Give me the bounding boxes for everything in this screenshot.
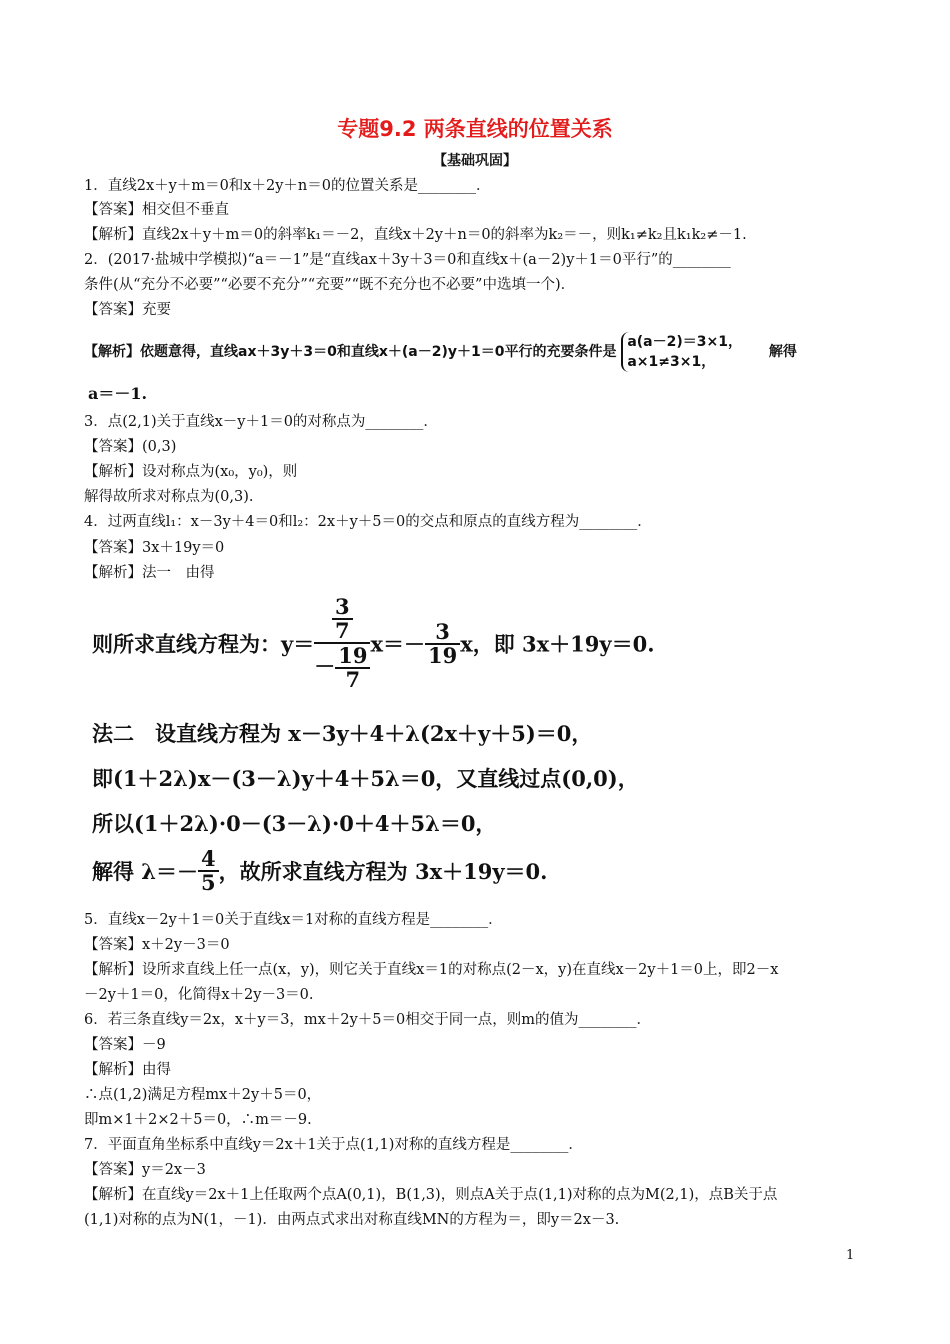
q4-question: 4．过两直线l₁：x－3y＋4＝0和l₂：2x＋y＋5＝0的交点和原点的直线方程为________． <box>84 514 652 530</box>
q7-question: 7．平面直角坐标系中直线y＝2x＋1关于点(1,1)对称的直线方程是________． <box>84 1137 583 1153</box>
q6-analysis: 【解析】由得 <box>84 1062 171 1078</box>
q5-question: 5．直线x－2y＋1＝0关于直线x＝1对称的直线方程是________． <box>84 912 503 928</box>
q7-analysis: 【解析】在直线y＝2x＋1上任取两个点A(0,1)，B(1,3)，则点A关于点(1,1)对称的点为M(2,1)，点B关于点 <box>84 1187 778 1203</box>
q7-answer: 【答案】y＝2x－3 <box>84 1162 206 1178</box>
q4-method1-equation <box>92 596 655 691</box>
q4-method2-line-4: 解得 λ＝－ $\frac{4}{5}$ ，故所求直线方程为 3x＋19y＝0. <box>92 846 548 896</box>
q2-question: 2．(2017·盐城中学模拟)“a＝－1”是“直线ax＋3y＋3＝0和直线x＋(a－2)y＋1＝0平行”的________ <box>84 252 731 268</box>
q4-answer: 【答案】3x＋19y＝0 <box>84 540 225 556</box>
q2-question-cont: 条件(从“充分不必要”“必要不充分”“充要”“既不充分也不必要”中选填一个)． <box>84 277 576 293</box>
q4-method2-line-2: 即(1＋2λ)x－(3－λ)y＋4＋5λ＝0，又直线过点(0,0)， <box>92 766 639 791</box>
q4-m1-prefix: 则所求直线方程为：y＝ <box>92 631 315 657</box>
q4-m1-fraction-2: $\frac{3}{19}$ <box>425 621 460 667</box>
q5-analysis-cont: －2y＋1＝0，化简得x＋2y－3＝0. <box>84 987 314 1003</box>
q3-analysis: 【解析】设对称点为(x₀，y₀)，则 <box>84 464 298 480</box>
q4-m1-numerator-fraction: $\frac{3}{7}$ <box>332 596 353 642</box>
q1-answer: 【答案】相交但不垂直 <box>84 202 229 218</box>
q4-m1-compound-fraction: $\frac{3}{7}$ － $\frac{19}{7}$ <box>314 596 370 691</box>
q3-question: 3．点(2,1)关于直线x－y＋1＝0的对称点为________． <box>84 414 438 430</box>
page-number: 1 <box>846 1248 855 1263</box>
page-title: 专题9.2 两条直线的位置关系 <box>337 117 613 141</box>
q4-m2-lambda-fraction: $\frac{4}{5}$ <box>198 848 219 894</box>
q2-result: a＝－1. <box>88 384 148 403</box>
q4-analysis: 【解析】法一 由得 <box>84 565 215 581</box>
q2-solve-label: 解得 <box>768 344 797 360</box>
q5-answer: 【答案】x＋2y－3＝0 <box>84 937 230 953</box>
q7-analysis-cont: (1,1)对称的点为N(1，－1)．由两点式求出对称直线MN的方程为＝，即y＝2x－3. <box>84 1212 620 1228</box>
q2-analysis-text: 【解析】依题意得，直线ax＋3y＋3＝0和直线x＋(a－2)y＋1＝0平行的充要条件是 <box>84 344 617 360</box>
q3-answer: 【答案】(0,3) <box>84 439 177 455</box>
q4-method2-line-3: 所以(1＋2λ)·0－(3－λ)·0＋4＋5λ＝0， <box>92 811 497 836</box>
q1-question: 1．直线2x＋y＋m＝0和x＋2y＋n＝0的位置关系是________． <box>84 178 491 194</box>
q2-answer: 【答案】充要 <box>84 302 171 318</box>
q2-equation-system <box>621 332 742 372</box>
q2-system-line-1: a(a－2)＝3×1， <box>627 334 742 350</box>
q4-m1-suffix: x，即 3x＋19y＝0. <box>460 631 655 657</box>
q6-analysis-line-3: 即m×1＋2×2＋5＝0，∴m＝－9. <box>84 1112 312 1128</box>
q3-analysis-cont: 解得故所求对称点为(0,3). <box>84 489 254 505</box>
q6-question: 6．若三条直线y＝2x，x＋y＝3，mx＋2y＋5＝0相交于同一点，则m的值为________． <box>84 1012 651 1028</box>
q6-analysis-line-2: ∴点(1,2)满足方程mx＋2y＋5＝0， <box>84 1087 322 1103</box>
q4-m1-denominator-fraction: $\frac{19}{7}$ <box>335 645 370 691</box>
q4-method2-line-1: 法二 设直线方程为 x－3y＋4＋λ(2x＋y＋5)＝0， <box>92 721 593 746</box>
section-heading: 【基础巩固】 <box>433 153 517 169</box>
q5-analysis: 【解析】设所求直线上任一点(x，y)，则它关于直线x＝1的对称点(2－x，y)在直线x－2y＋1＝0上，即2－x <box>84 962 779 978</box>
q6-answer: 【答案】－9 <box>84 1037 166 1053</box>
q2-system-line-2: a×1≠3×1， <box>627 354 716 370</box>
q4-m1-mid: x＝－ <box>370 631 425 657</box>
q1-analysis: 【解析】直线2x＋y＋m＝0的斜率k₁＝－2，直线x＋2y＋n＝0的斜率为k₂＝－，则k₁≠k₂且k₁k₂≠－1. <box>84 227 747 243</box>
q2-analysis <box>84 332 797 372</box>
